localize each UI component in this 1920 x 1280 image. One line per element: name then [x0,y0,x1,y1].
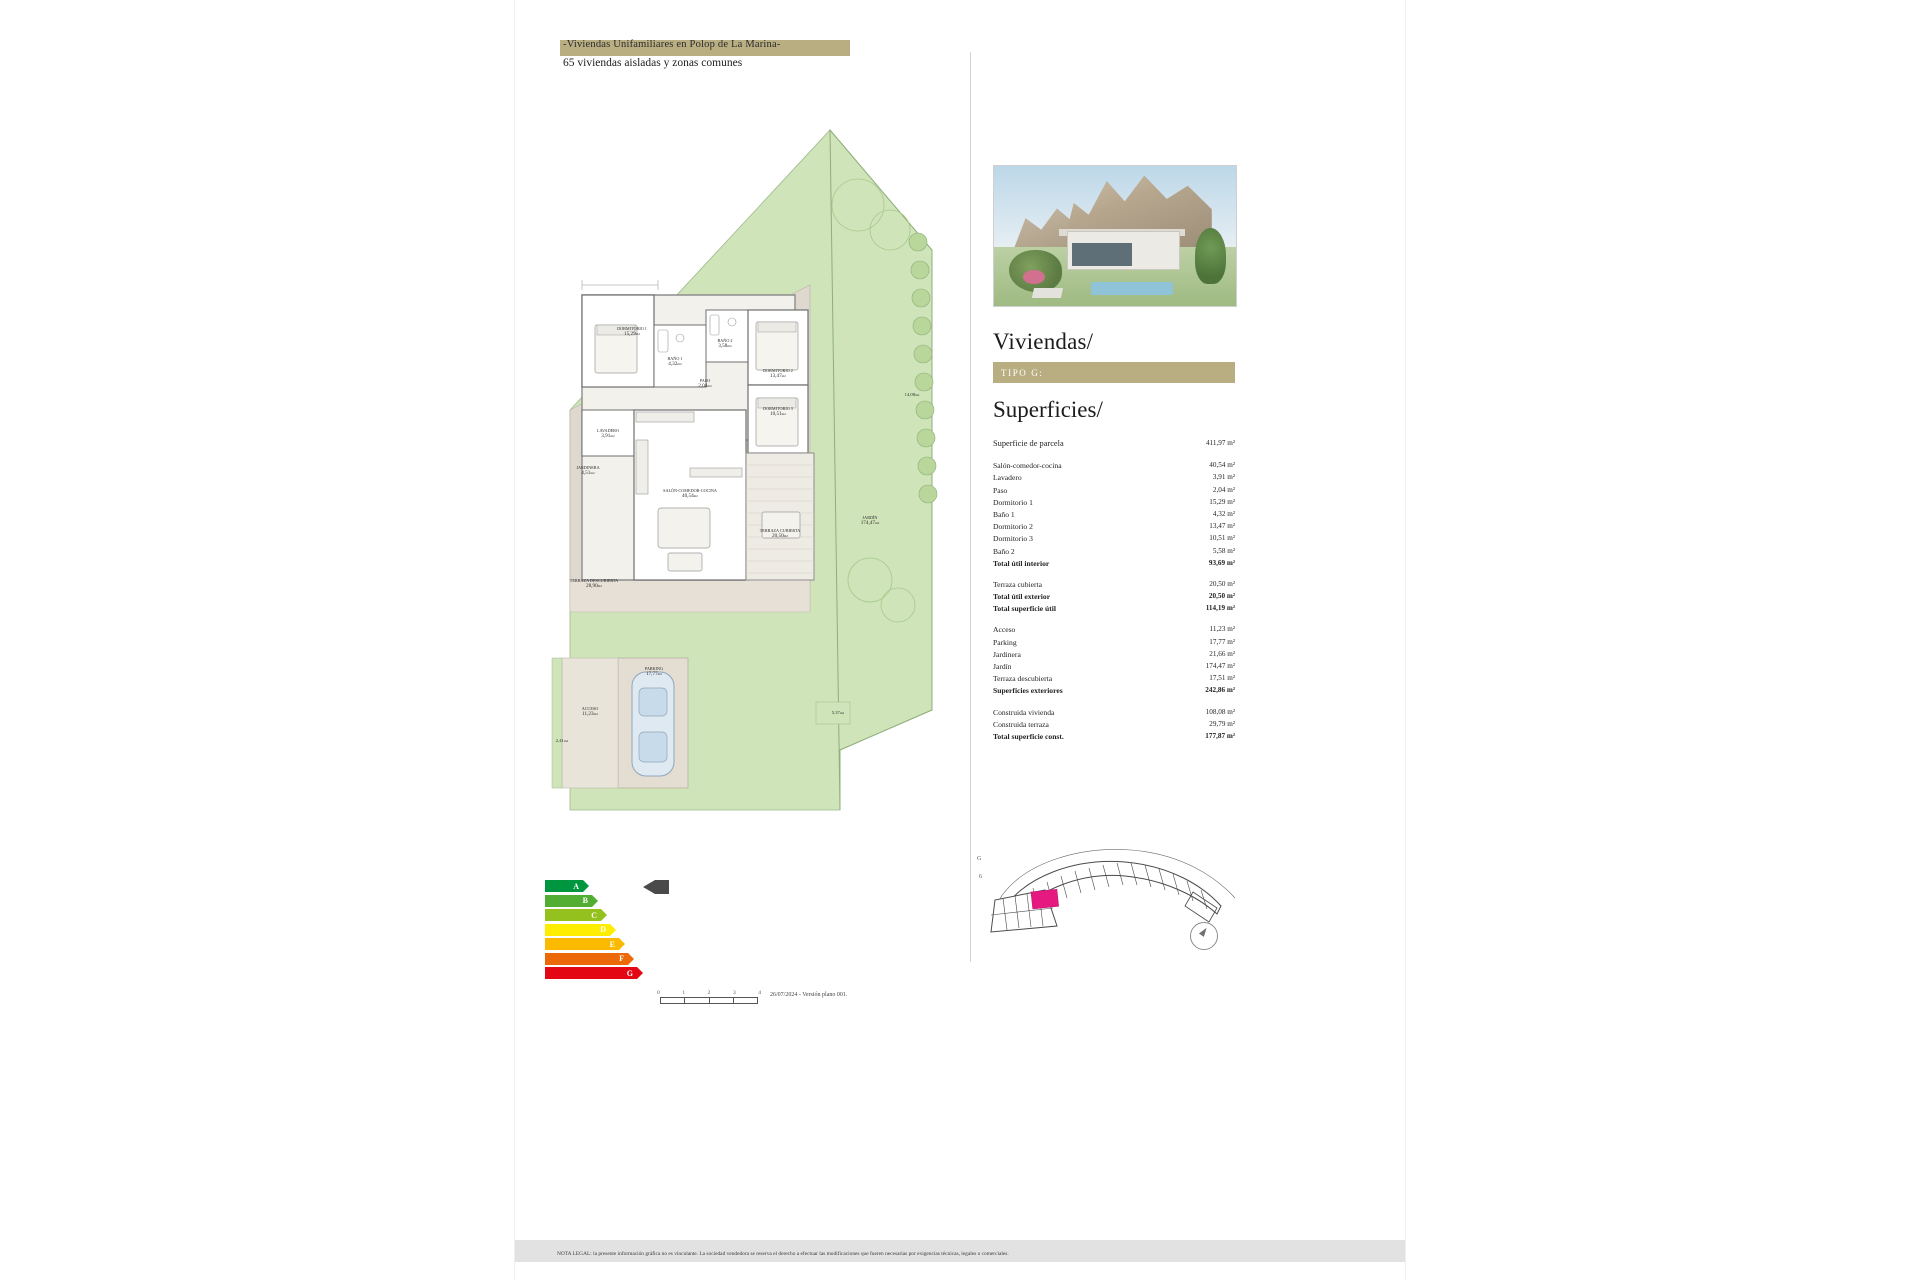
surface-label: Jardinera [993,649,1021,659]
info-column [993,165,1238,743]
surface-label: Total superficie const. [993,731,1064,741]
surface-value: 17,51 m² [1209,674,1235,683]
table-row [993,460,1235,472]
surface-value: 108,08 m² [1205,707,1235,716]
section-title-superficies: Superficies/ [993,397,1103,422]
energy-letter: G [626,968,633,978]
energy-selected-box [655,880,669,894]
energy-row [545,938,655,950]
surface-label: Dormitorio 1 [993,497,1033,507]
energy-selected-arrow-icon [643,880,655,894]
villa-render-image [993,165,1237,307]
header-title: -Viviendas Unifamiliares en Polop de La Marina- [563,39,781,50]
scale-tick: 3 [732,990,736,996]
energy-letter: C [591,910,597,920]
surface-value: 13,47 m² [1209,522,1235,531]
surface-value: 20,50 m² [1208,592,1235,601]
room-label: JARDÍN 174,47m2 [860,515,880,527]
room-label: 2,41m2 [555,738,569,743]
energy-rating-scale [545,880,655,982]
surface-value: 242,86 m² [1205,686,1235,695]
keyplan-mark-g: G [977,856,982,862]
room-label: 14,08m2 [904,392,920,397]
energy-letter: D [600,925,606,934]
page-margin-left [0,0,515,1280]
surface-label: Paso [993,485,1008,495]
energy-bar-a [545,880,583,892]
surface-label: Jardín [993,662,1012,671]
surface-label: Total útil interior [993,558,1050,568]
energy-letter: B [582,896,588,905]
surface-label: Construida terraza [993,719,1049,729]
scale-tick: 2 [707,990,711,996]
surface-label: Superficies exteriores [993,686,1063,696]
surface-label: Terraza descubierta [993,674,1053,684]
surface-label: Superficie de parcela [993,438,1064,448]
scale-tick: 4 [758,990,761,996]
surface-value: 174,47 m² [1205,662,1235,670]
surface-label: Parking [993,637,1017,647]
surface-label: Acceso [993,625,1016,635]
table-row [993,718,1235,730]
scale-tick: 1 [682,990,686,996]
energy-letter: A [573,881,579,891]
table-row [993,590,1235,602]
surface-value: 411,97 m² [1205,438,1235,447]
room-label: PARKING 17,77m2 [644,666,664,678]
surface-value: 11,23 m² [1209,625,1235,634]
surface-value: 5,58 m² [1212,546,1235,555]
table-row [993,673,1235,685]
energy-bar-g [545,967,637,979]
table-spacer [993,697,1235,706]
room-label: DORMITORIO 1 15,29m2 [617,326,647,338]
surface-label: Dormitorio 3 [993,534,1033,544]
page-title: Viviendas/ [993,329,1094,354]
surface-value: 17,77 m² [1209,637,1235,646]
page-margin-right [1405,0,1920,1280]
energy-row [545,953,655,965]
table-row [993,437,1235,451]
table-row [993,557,1235,569]
surface-label: Baño 2 [993,546,1015,556]
room-label: PASO 2,04m2 [698,378,712,390]
table-row [993,648,1235,660]
column-divider [970,52,971,962]
room-label: TERRAZA CUBIERTA 20,50m2 [759,528,801,540]
table-row [993,636,1235,648]
scale-bar [657,990,770,1004]
table-row [993,545,1235,557]
surface-value: 10,51 m² [1209,534,1235,543]
surface-value: 20,50 m² [1209,579,1235,588]
energy-row [545,895,655,907]
table-spacer [993,569,1235,578]
surface-value: 15,29 m² [1209,497,1235,506]
energy-letter: E [609,939,615,949]
table-row [993,706,1235,718]
energy-bar-b [545,895,592,907]
energy-bar-f [545,953,628,965]
table-row [993,533,1235,545]
room-label: BAÑO 2 3,58m2 [717,338,733,350]
surface-value: 93,69 m² [1208,558,1235,567]
table-row [993,508,1235,520]
surface-label: Lavadero [993,473,1022,483]
room-label: SALÓN-COMEDOR-COCINA 40,54m2 [663,488,717,500]
table-row [993,685,1235,697]
table-row [993,472,1235,484]
surface-label: Construida vivienda [993,707,1055,717]
room-label: BAÑO 1 4,32m2 [667,356,683,368]
surface-value: 21,66 m² [1209,649,1235,658]
energy-bar-d [545,924,610,936]
surface-label: Total útil exterior [993,592,1051,602]
surface-value: 177,87 m² [1205,731,1235,740]
surfaces-table [993,437,1235,743]
energy-bar-e [545,938,619,950]
energy-row [545,924,655,936]
surface-value: 2,04 m² [1212,485,1235,494]
room-label: LAVADERO 3,91m2 [597,428,619,440]
floor-plan [540,110,960,840]
table-spacer [993,615,1235,624]
tipo-badge [993,362,1235,383]
energy-letter: F [619,954,624,963]
room-label: 5,37m2 [831,710,845,715]
room-label: ACCESO 11,23m2 [581,706,599,718]
surface-label: Salón-comedor-cocina [993,461,1062,471]
table-row [993,603,1235,615]
table-row [993,730,1235,742]
surface-label: Terraza cubierta [993,579,1042,589]
table-row [993,660,1235,672]
surface-value: 3,91 m² [1212,473,1235,482]
surface-label: Baño 1 [993,509,1015,519]
surface-value: 4,32 m² [1212,509,1235,518]
legal-note: NOTA LEGAL: la presente información gráfica no es vinculante. La sociedad vendedora se reserva el derecho a efectuar las modificaciones que fueren necesarias por exigencias técnicas, legales o comerciales. [557,1251,1009,1257]
surface-value: 29,79 m² [1209,719,1235,728]
room-label: DORMITORIO 3 10,51m2 [763,406,793,418]
surface-label: Total superficie útil [993,604,1057,614]
brochure-page [515,0,1405,1280]
room-label: DORMITORIO 2 13,47m2 [763,368,793,380]
surface-label: Dormitorio 2 [993,522,1033,532]
table-spacer [993,451,1235,460]
scale-tick: 0 [657,990,660,996]
table-row [993,496,1235,508]
energy-bar-c [545,909,601,921]
room-label: TERRAZA DESCUBIERTA 28,90m2 [569,578,619,590]
header-subtitle: 65 viviendas aisladas y zonas comunes [563,57,743,69]
surface-value: 114,19 m² [1205,604,1235,613]
energy-row [545,880,655,892]
keyplan-mark-6: 6 [979,874,982,880]
energy-row [545,909,655,921]
table-row [993,484,1235,496]
table-row [993,521,1235,533]
compass-icon [1190,922,1218,950]
site-key-plan [977,840,1245,960]
surface-value: 40,54 m² [1209,461,1235,470]
table-row [993,578,1235,590]
room-label: JARDINERA 4,51m2 [576,465,600,477]
plan-version-date: 26/07/2024 - Versión plano 001. [770,992,848,998]
table-row [993,624,1235,636]
tipo-label: TIPO G: [1001,367,1044,378]
energy-row [545,967,655,979]
